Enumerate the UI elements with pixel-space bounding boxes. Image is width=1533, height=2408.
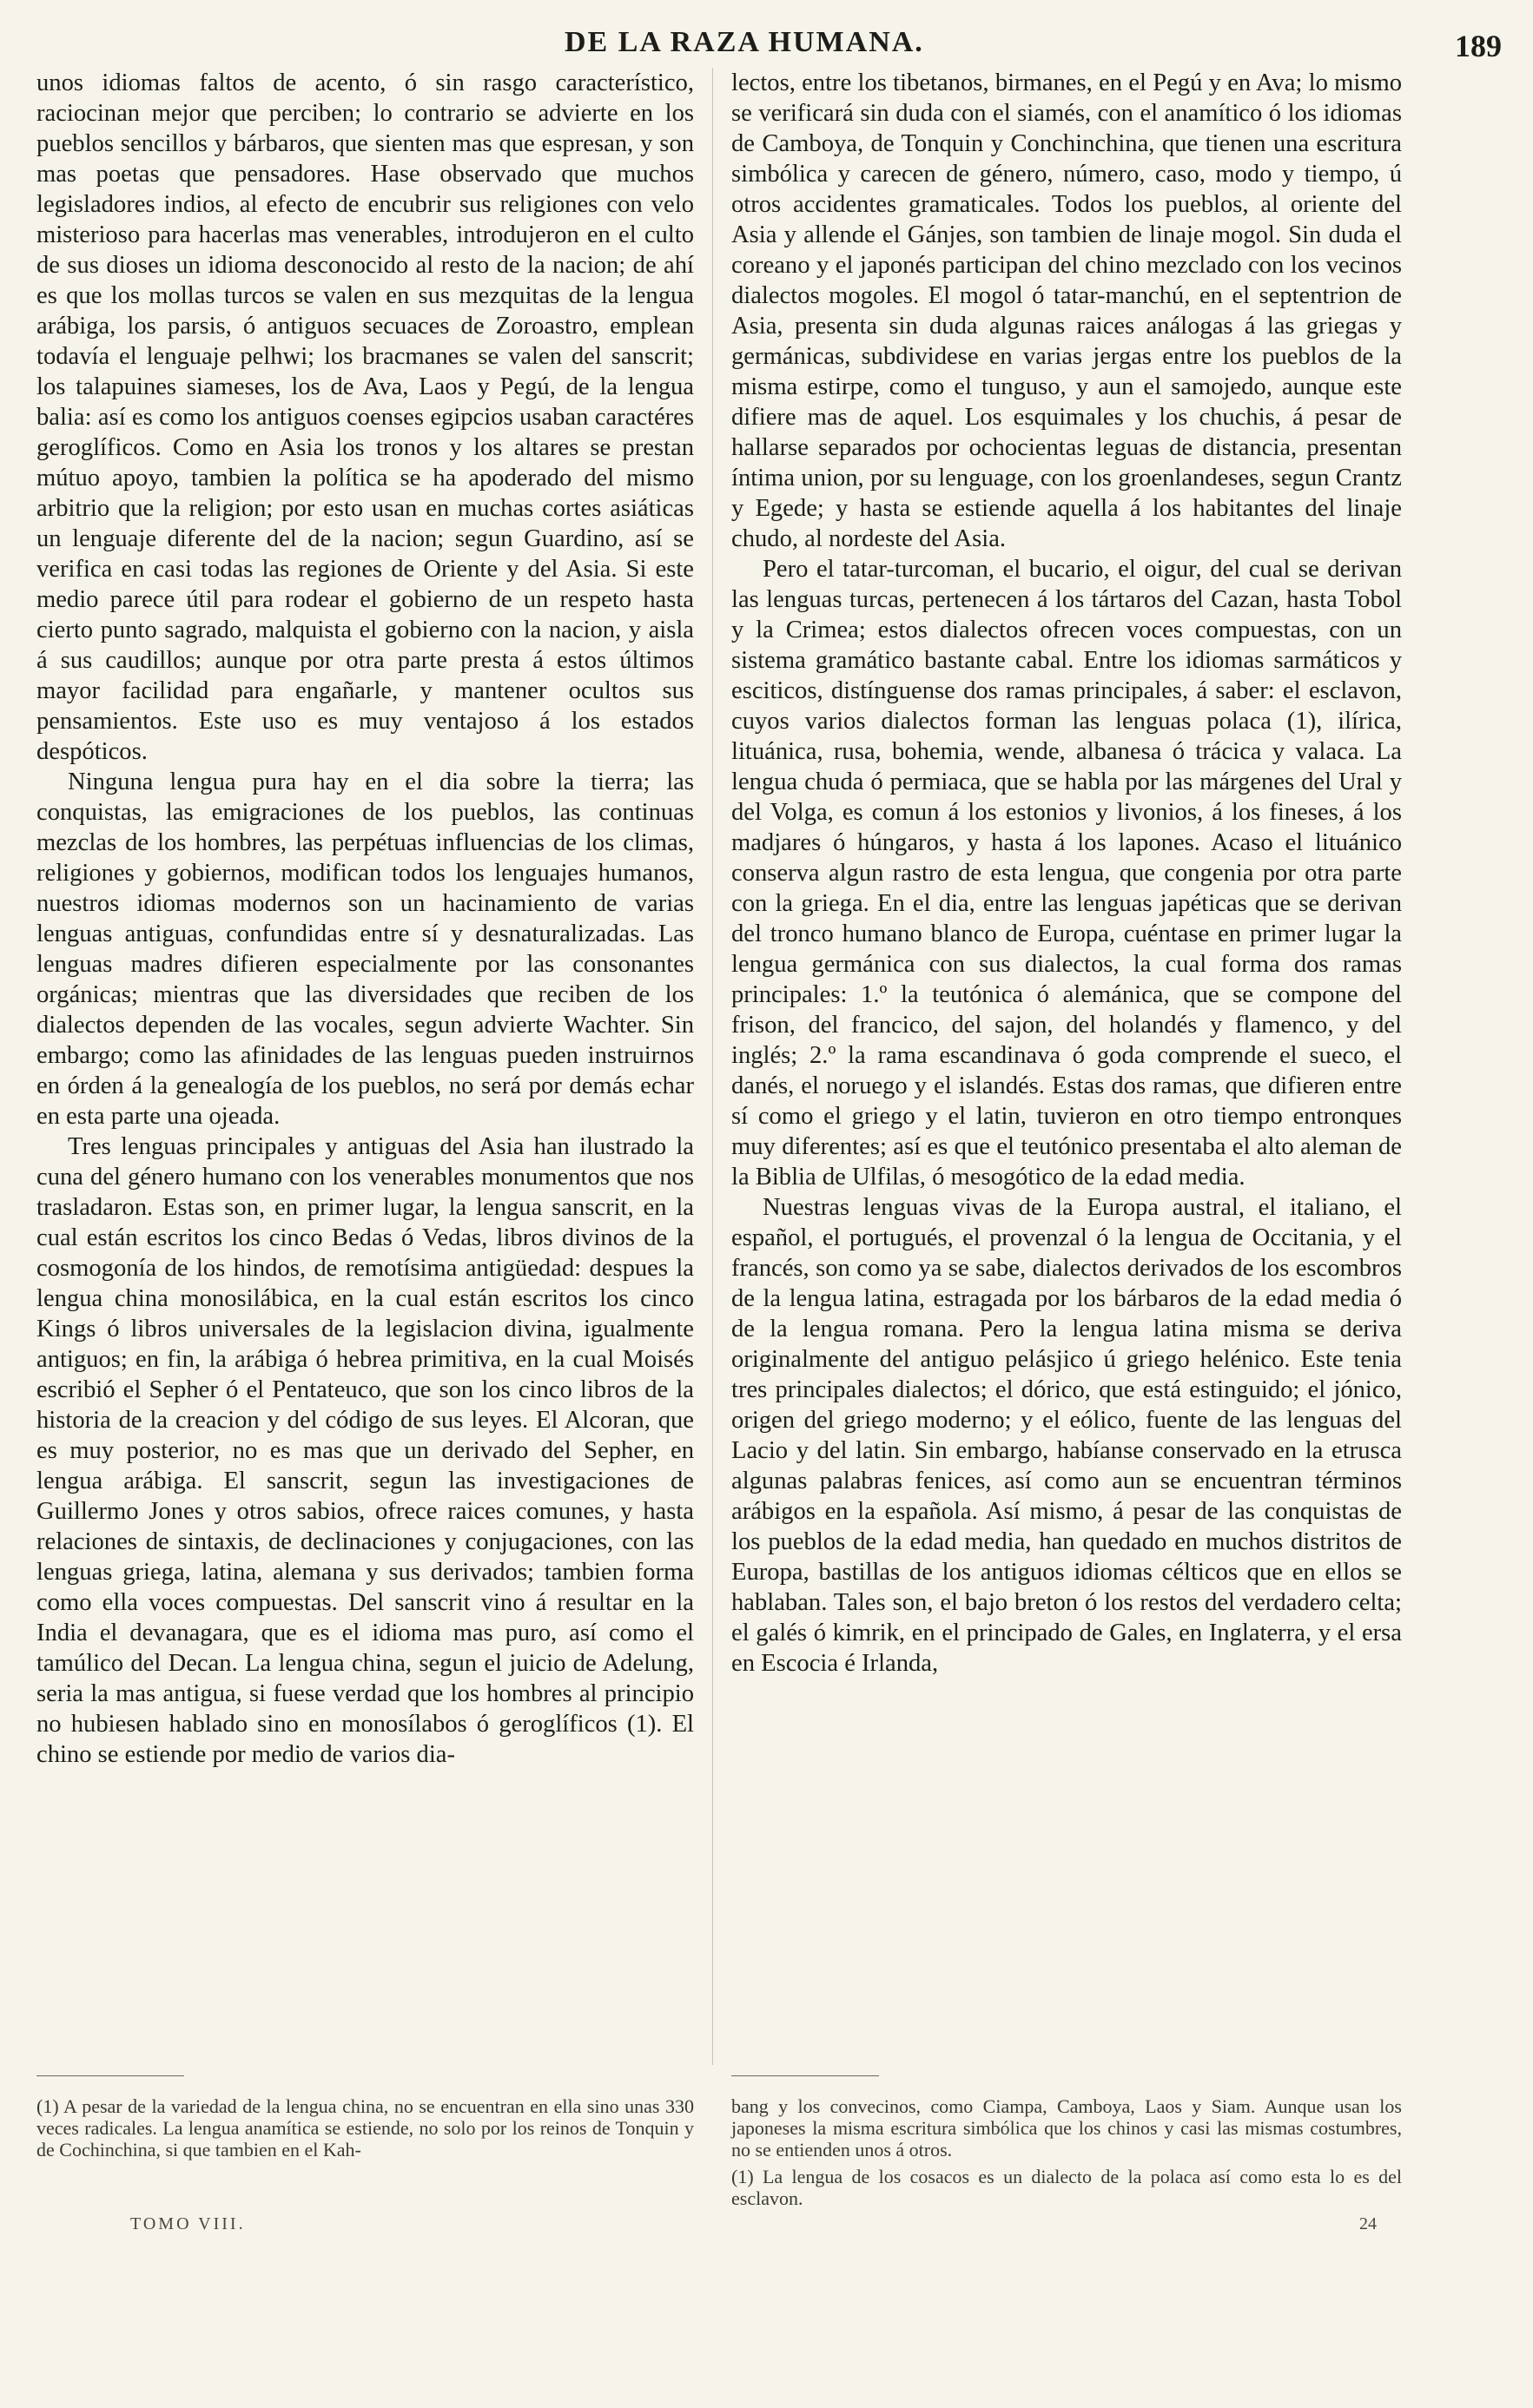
paragraph: lectos, entre los tibetanos, birmanes, en el Pegú y en Ava; lo mismo se verificará sin duda con el siamés, con el anamítico ó los idiomas de Camboya, de Tonquin y Conchinchina, que tienen una escritura simbólica y carecen de género, número, caso, modo y tiempo, ú otros accidentes gramaticales. Todos los pueblos, al oriente del Asia y allende el Gánjes, son tambien de linaje mogol. Sin duda el coreano y el japonés participan del chino mezclado con los vecinos dialectos mogoles. El mogol ó tatar-manchú, en el septentrion de Asia, presenta sin duda algunas raices análogas á las griegas y germánicas, subdividese en varias jergas entre los pueblos de la misma estirpe, como el tunguso, y aun el samojedo, aunque este difiere mas de aquel. Los esquimales y los chuchis, á pesar de hallarse separados por ochocientas leguas de distancia, presentan íntima union, por su lenguage, con los groenlandeses, segun Crantz y Egede; y hasta se estiende aquella á los habitantes del linaje chudo, al nordeste del Asia. bbox=[731, 69, 1402, 552]
paragraph: Pero el tatar-turcoman, el bucario, el oigur, del cual se derivan las lenguas turcas, pertenecen á los tártaros del Cazan, hasta Tobol y la Crimea; estos dialectos ofrecen voces compuestas, con un sistema gramático bastante cabal. Entre los idiomas sarmáticos y esciticos, distínguense dos ramas principales, á saber: el esclavon, cuyos varios dialectos forman las lenguas polaca (1), ilírica, lituánica, rusa, bohemia, wende, albanesa ó trácica y valaca. La lengua chuda ó permiaca, que se habla por las márgenes del Ural y del Volga, es comun á los estonios y livonios, á los fineses, á los madjares ó húngaros, y hasta á los lapones. Acaso el lituánico conserva algun rastro de esta lengua, que congenia por otra parte con la griega. En el dia, entre las lenguas japéticas que se derivan del tronco humano blanco de Europa, cuéntase en primer lugar la lengua germánica con sus dialectos, la cual forma dos ramas principales: 1.º la teutónica ó alemánica, que se compone del frison, del francico, del sajon, del holandés y flamenco, y del inglés; 2.º la rama escandinava ó goda comprende el sueco, el danés, el noruego y el islandés. Estas dos ramas, que difieren entre sí como el griego y el latin, tuvieron en otro tiempo entronques muy diferentes; así es que el teutónico presentaba el alto aleman de la Biblia de Ulfilas, ó mesogótico de la edad media. bbox=[731, 556, 1402, 1191]
footnote-rule bbox=[731, 2075, 879, 2076]
footnote: (1) La lengua de los cosacos es un dialecto de la polaca así como esta lo es del esclavon. bbox=[731, 2166, 1402, 2209]
column-divider bbox=[712, 68, 713, 2065]
page-number: 189 bbox=[1455, 29, 1502, 63]
running-title: DE LA RAZA HUMANA. bbox=[565, 26, 924, 58]
right-column bbox=[731, 68, 1402, 1679]
paragraph: Ninguna lengua pura hay en el dia sobre la tierra; las conquistas, las emigraciones de los pueblos, las continuas mezclas de los hombres, las perpétuas influencias de los climas, religiones y gobiernos, modifican todos los lenguajes humanos, nuestros idiomas modernos son un hacinamiento de varias lenguas antiguas, confundidas entre sí y desnaturalizadas. Las lenguas madres difieren especialmente por las consonantes orgánicas; mientras que las diversidades que reciben de los dialectos dependen de las vocales, segun advierte Wachter. Sin embargo; como las afinidades de las lenguas pueden instruirnos en órden á la genealogía de los pueblos, no será por demás echar en esta parte una ojeada. bbox=[36, 769, 694, 1130]
paragraph: Tres lenguas principales y antiguas del Asia han ilustrado la cuna del género humano con los venerables monumentos que nos trasladaron. Estas son, en primer lugar, la lengua sanscrit, en la cual están escritos los cinco Bedas ó Vedas, libros divinos de la cosmogonía de los hindos, de remotísima antigüedad: despues la lengua china monosilábica, en la cual están escritos los cinco Kings ó libros universales de la legislacion divina, igualmente antiguos; en fin, la arábiga ó hebrea primitiva, en la cual Moisés escribió el Sepher ó el Pentateuco, que son los cinco libros de la historia de la creacion y del código de sus leyes. El Alcoran, que es muy posterior, no es mas que un derivado del Sepher, en lengua arábiga. El sanscrit, segun las investigaciones de Guillermo Jones y otros sabios, ofrece raices comunes, y hasta relaciones de sintaxis, de declinaciones y conjugaciones, con las lenguas griega, latina, alemana y sus derivados; tambien forma como ella voces compuestas. Del sanscrit vino á resultar en la India el devanagara, que es el idioma mas puro, así como el tamúlico del Decan. La lengua china, segun el juicio de Adelung, seria la mas antigua, si fuese verdad que los hombres al principio no hubiesen hablado sino en monosílabos ó geroglíficos (1). El chino se estiende por medio de varios dia- bbox=[36, 1133, 694, 1768]
footnotes-right bbox=[731, 2075, 1402, 2214]
sheet-mark: 24 bbox=[1359, 2214, 1377, 2233]
volume-signature: TOMO VIII. bbox=[130, 2214, 246, 2233]
footnotes-left bbox=[36, 2075, 694, 2166]
footnote: bang y los convecinos, como Ciampa, Camboya, Laos y Siam. Aunque usan los japoneses la misma escritura simbólica que los chinos y casi las mismas costumbres, no se entienden unos á otros. bbox=[731, 2095, 1402, 2161]
paragraph: Nuestras lenguas vivas de la Europa austral, el italiano, el español, el portugués, el provenzal ó la lengua de Occitania, y el francés, son como ya se sabe, dialectos derivados de los escombros de la lengua latina, estragada por los bárbaros de la edad media ó de la lengua romana. Pero la lengua latina misma se deriva originalmente del antiguo pelásjico ú griego helénico. Este tenia tres principales dialectos; el dórico, que está estinguido; el jónico, origen del griego moderno; y el eólico, fuente de las lenguas del Lacio y del latin. Sin embargo, habíanse conservado en la etrusca algunas palabras fenices, así como aun se encuentran términos arábigos en la española. Así mismo, á pesar de las conquistas de los pueblos de la edad media, han quedado en muchos distritos de Europa, bastillas de los antiguos idiomas célticos que en ellos se hablaban. Tales son, el bajo breton ó los restos del verdadero celta; el galés ó kimrik, en el principado de Gales, en Inglaterra, y el ersa en Escocia é Irlanda, bbox=[731, 1194, 1402, 1677]
paragraph: unos idiomas faltos de acento, ó sin rasgo característico, raciocinan mejor que perciben; lo contrario se advierte en los pueblos sencillos y bárbaros, que sienten mas que espresan, y son mas poetas que pensadores. Hase observado que muchos legisladores indios, al efecto de encubrir sus religiones con velo misterioso para hacerlas mas venerables, introdujeron en el culto de sus dioses un idioma desconocido al resto de la nacion; de ahí es que los mollas turcos se valen en sus mezquitas de la lengua arábiga, los parsis, ó antiguos secuaces de Zoroastro, emplean todavía el lenguaje pelhwi; los bracmanes se valen del sanscrit; los talapuines siameses, los de Ava, Laos y Pegú, de la lengua balia: así es como los antiguos coenses egipcios usaban caractéres geroglíficos. Como en Asia los tronos y los altares se prestan mútuo apoyo, tambien la política se ha apoderado del mismo arbitrio que la religion; por esto usan en muchas cortes asiáticas un lenguaje diferente del de la nacion; segun Guardino, así se verifica en casi todas las regiones de Oriente y del Asia. Si este medio parece útil para rodear el gobierno de un respeto hasta cierto punto sagrado, malquista el gobierno con la nacion, y aisla á sus caudillos; aunque por otra parte presta á estos últimos mayor facilidad para engañarle, y mantener ocultos sus pensamientos. Este uso es muy ventajoso á los estados despóticos. bbox=[36, 69, 694, 765]
footnote-rule bbox=[36, 2075, 184, 2076]
left-column bbox=[36, 68, 694, 1770]
footnote: (1) A pesar de la variedad de la lengua china, no se encuentran en ella sino unas 330 veces radicales. La lengua anamítica se estiende, no solo por los reinos de Tonquin y de Cochinchina, si que tambien en el Kah- bbox=[36, 2095, 694, 2161]
